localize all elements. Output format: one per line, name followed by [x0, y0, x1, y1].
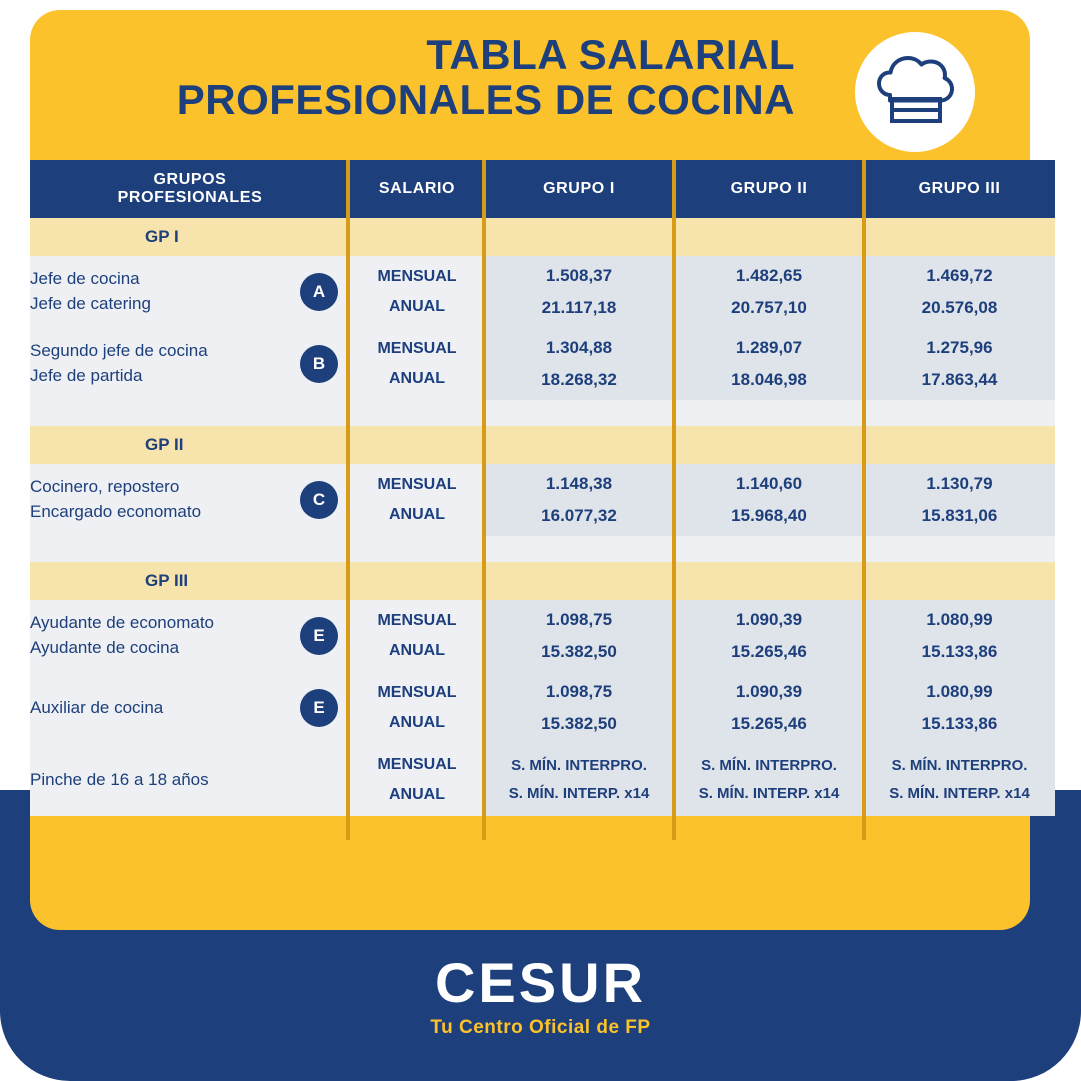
value-annual: 15.265,46: [731, 642, 807, 661]
spacer-g1: [484, 400, 674, 426]
value-annual: 18.046,98: [731, 370, 807, 389]
brand-tagline: Tu Centro Oficial de FP: [430, 1017, 651, 1038]
level-badge-cell: [288, 672, 350, 744]
group-band-filler-d: [864, 426, 1055, 464]
grupo-3-value-cell: [864, 464, 1055, 536]
value-annual: S. MÍN. INTERP. x14: [508, 785, 650, 802]
table-row: [30, 328, 1055, 400]
grupo-3-value-cell: [864, 328, 1055, 400]
salary-period-cell: [350, 464, 484, 536]
grupo-1-value-cell: [484, 256, 674, 328]
value-monthly: S. MÍN. INTERPRO.: [701, 756, 837, 774]
level-badge-cell: [288, 600, 350, 672]
spacer-g3: [864, 400, 1055, 426]
job-title: Ayudante de economato: [30, 613, 214, 633]
value-annual: 15.382,50: [541, 642, 617, 661]
column-header-grupos-profesionales: [30, 160, 350, 218]
value-monthly: S. MÍN. INTERPRO.: [891, 756, 1028, 774]
level-badge: E: [300, 617, 338, 655]
group-band-filler-a: [350, 562, 484, 600]
grupo-2-value-cell: [674, 672, 864, 744]
value-monthly: 1.469,72: [926, 265, 993, 285]
job-title: Auxiliar de cocina: [30, 697, 164, 717]
page-title: [177, 32, 795, 123]
salary-period: ANUAL: [389, 714, 445, 731]
spacer-left: [30, 536, 484, 562]
salary-period: MENSUAL: [377, 755, 457, 773]
salary-period: MENSUAL: [377, 683, 457, 701]
salary-period-cell: [350, 744, 484, 816]
header-row: [30, 160, 1055, 218]
value-monthly: 1.080,99: [926, 609, 993, 629]
group-band-label-gp2: GP II: [30, 426, 350, 464]
grupo-2-value-cell: [674, 328, 864, 400]
job-title: Jefe de partida: [30, 366, 143, 385]
header-grupos-line1: GRUPOS: [153, 170, 227, 188]
grupo-3-value-cell: [864, 672, 1055, 744]
value-annual: 16.077,32: [541, 506, 617, 525]
grupo-3-value-cell: [864, 600, 1055, 672]
group-band-row: [30, 426, 1055, 464]
salary-period: ANUAL: [389, 786, 445, 803]
title-line-2: PROFESIONALES DE COCINA: [176, 76, 795, 124]
level-badge-cell: [288, 464, 350, 536]
value-annual: 15.968,40: [731, 506, 807, 525]
value-monthly: 1.275,96: [926, 337, 993, 357]
spacer-g2: [674, 400, 864, 426]
spacer-g2: [674, 536, 864, 562]
value-annual: S. MÍN. INTERP. x14: [889, 785, 1030, 802]
row-spacer: [30, 536, 1055, 562]
value-monthly: 1.130,79: [926, 473, 993, 493]
job-titles-cell: [30, 672, 288, 744]
group-band-label-gp1: GP I: [30, 218, 350, 256]
column-header-grupo-3: GRUPO III: [864, 160, 1055, 218]
value-monthly: 1.098,75: [545, 681, 613, 701]
salary-period: ANUAL: [389, 642, 445, 659]
value-monthly: 1.098,75: [545, 609, 613, 629]
salary-period: MENSUAL: [377, 339, 457, 357]
spacer-g3: [864, 536, 1055, 562]
spacer-left: [30, 400, 484, 426]
value-monthly: 1.508,37: [545, 265, 613, 285]
value-annual: 20.757,10: [731, 298, 807, 317]
group-band-filler-d: [864, 218, 1055, 256]
poster-header: [30, 20, 1030, 150]
value-monthly: 1.148,38: [545, 473, 613, 493]
table-row: [30, 672, 1055, 744]
salary-period-cell: [350, 256, 484, 328]
value-monthly: 1.090,39: [735, 609, 803, 629]
group-band-label-gp3: GP III: [30, 562, 350, 600]
value-annual: 15.133,86: [921, 642, 998, 661]
group-band-filler-a: [350, 218, 484, 256]
value-annual: 18.268,32: [541, 370, 617, 389]
table-row: [30, 600, 1055, 672]
salary-period-cell: [350, 672, 484, 744]
salary-period: ANUAL: [389, 506, 445, 523]
job-titles-cell: [30, 744, 288, 816]
grupo-1-value-cell: [484, 600, 674, 672]
table-header: [30, 160, 1055, 218]
job-titles-cell: [30, 256, 288, 328]
value-monthly: 1.289,07: [735, 337, 803, 357]
salary-period: MENSUAL: [377, 475, 457, 493]
level-badge: B: [300, 345, 338, 383]
group-band-filler-b: [484, 562, 674, 600]
header-grupos-line2: PROFESIONALES: [117, 189, 263, 206]
salary-period-cell: [350, 328, 484, 400]
group-band-filler-a: [350, 426, 484, 464]
row-spacer: [30, 400, 1055, 426]
value-annual: 17.863,44: [921, 370, 998, 389]
group-band-filler-c: [674, 562, 864, 600]
table-row: [30, 744, 1055, 816]
table-row: [30, 256, 1055, 328]
job-title: Ayudante de cocina: [30, 638, 180, 657]
level-badge: A: [300, 273, 338, 311]
value-monthly: S. MÍN. INTERPRO.: [511, 756, 647, 774]
column-divider-4: [862, 160, 866, 840]
value-annual: 15.133,86: [921, 714, 998, 733]
grupo-2-value-cell: [674, 744, 864, 816]
group-band-row: [30, 562, 1055, 600]
chef-hat-icon: [855, 32, 975, 152]
salary-period: ANUAL: [389, 370, 445, 387]
job-title: Segundo jefe de cocina: [30, 341, 208, 361]
group-band-filler-d: [864, 562, 1055, 600]
column-header-salario: SALARIO: [350, 160, 484, 218]
group-band-filler-b: [484, 218, 674, 256]
level-badge-cell: [288, 256, 350, 328]
job-titles-cell: [30, 464, 288, 536]
column-header-grupo-2: GRUPO II: [674, 160, 864, 218]
spacer-g1: [484, 536, 674, 562]
grupo-3-value-cell: [864, 256, 1055, 328]
grupo-2-value-cell: [674, 256, 864, 328]
table-row: [30, 464, 1055, 536]
table-body: [30, 218, 1055, 816]
column-divider-1: [346, 160, 350, 840]
group-band-filler-b: [484, 426, 674, 464]
salary-table-container: [30, 160, 1035, 816]
salary-period: MENSUAL: [377, 611, 457, 629]
level-badge: E: [300, 689, 338, 727]
footer-logo: [0, 951, 1081, 1039]
grupo-1-value-cell: [484, 464, 674, 536]
value-annual: 15.382,50: [541, 714, 617, 733]
level-badge: C: [300, 481, 338, 519]
column-divider-2: [482, 160, 486, 840]
job-titles-cell: [30, 328, 288, 400]
grupo-1-value-cell: [484, 328, 674, 400]
job-title: Pinche de 16 a 18 años: [30, 769, 209, 789]
group-band-row: [30, 218, 1055, 256]
value-annual: S. MÍN. INTERP. x14: [698, 785, 840, 802]
brand-name: CESUR: [434, 951, 647, 1014]
salary-period: MENSUAL: [377, 267, 457, 285]
value-annual: 21.117,18: [541, 298, 617, 317]
salary-table: [30, 160, 1055, 816]
value-annual: 15.265,46: [731, 714, 807, 733]
value-monthly: 1.482,65: [735, 265, 803, 285]
job-titles-cell: [30, 600, 288, 672]
salary-period: ANUAL: [389, 298, 445, 315]
value-monthly: 1.140,60: [735, 473, 803, 493]
grupo-1-value-cell: [484, 672, 674, 744]
salary-period-cell: [350, 600, 484, 672]
group-band-filler-c: [674, 426, 864, 464]
level-badge-cell: [288, 744, 350, 816]
grupo-1-value-cell: [484, 744, 674, 816]
value-monthly: 1.090,39: [735, 681, 803, 701]
grupo-2-value-cell: [674, 600, 864, 672]
value-monthly: 1.080,99: [926, 681, 993, 701]
job-title: Cocinero, repostero: [30, 477, 180, 497]
group-band-filler-c: [674, 218, 864, 256]
column-divider-3: [672, 160, 676, 840]
job-title: Encargado economato: [30, 502, 202, 521]
grupo-3-value-cell: [864, 744, 1055, 816]
job-title: Jefe de cocina: [30, 269, 140, 289]
level-badge-cell: [288, 328, 350, 400]
job-title: Jefe de catering: [30, 294, 151, 313]
column-header-grupo-1: GRUPO I: [484, 160, 674, 218]
value-annual: 20.576,08: [921, 298, 998, 317]
title-line-1: TABLA SALARIAL: [426, 31, 795, 78]
value-monthly: 1.304,88: [545, 337, 613, 357]
grupo-2-value-cell: [674, 464, 864, 536]
value-annual: 15.831,06: [921, 506, 998, 525]
